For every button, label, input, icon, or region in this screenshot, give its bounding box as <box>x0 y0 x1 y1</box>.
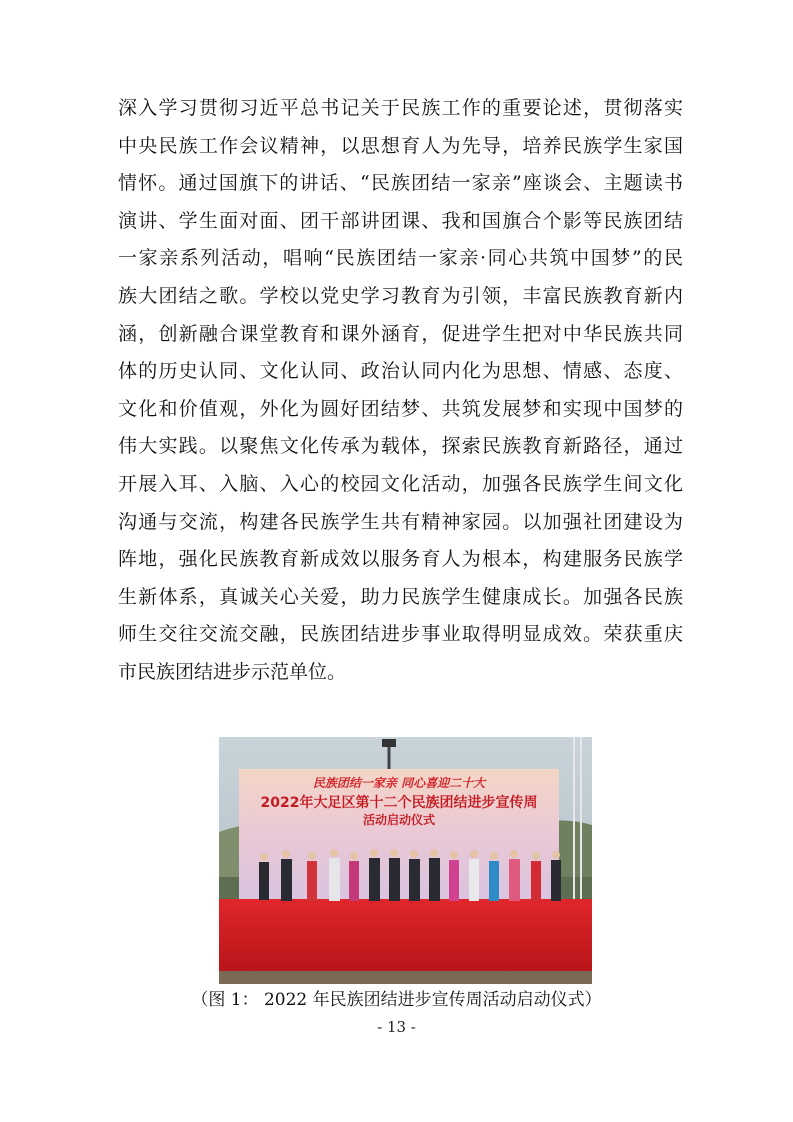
event-photo <box>219 737 592 984</box>
text-line: 情怀。通过国旗下的讲话、“民族团结一家亲”座谈会、主题读书 <box>118 172 683 195</box>
text-line: 族大团结之歌。学校以党史学习教育为引领，丰富民族教育新内 <box>118 284 683 307</box>
text-line: 市民族团结进步示范单位。 <box>118 660 347 683</box>
page-number: - 13 - <box>377 1018 416 1036</box>
text-line: 涵，创新融合课堂教育和课外涵育，促进学生把对中华民族共同 <box>118 322 683 345</box>
text-line: 中央民族工作会议精神，以思想育人为先导，培养民族学生家国 <box>118 134 683 157</box>
text-line: 深入学习贯彻习近平总书记关于民族工作的重要论述，贯彻落实 <box>118 97 683 119</box>
text-line: 师生交往交流交融，民族团结进步事业取得明显成效。荣获重庆 <box>118 623 683 646</box>
banner-line-2: 2022年大足区第十二个民族团结进步宣传周 <box>260 795 538 811</box>
text-line: 沟通与交流，构建各民族学生共有精神家园。以加强社团建设为 <box>118 510 683 533</box>
body-paragraph <box>118 90 683 692</box>
text-line: 一家亲系列活动，唱响“民族团结一家亲·同心共筑中国梦”的民 <box>118 247 683 270</box>
photo-illustration <box>219 737 592 984</box>
text-line: 体的历史认同、文化认同、政治认同内化为思想、情感、态度、 <box>118 360 683 383</box>
text-line: 阵地，强化民族教育新成效以服务育人为根本，构建服务民族学 <box>118 548 683 571</box>
text-line: 演讲、学生面对面、团干部讲团课、我和国旗合个影等民族团结 <box>118 209 683 232</box>
text-line: 生新体系，真诚关心关爱，助力民族学生健康成长。加强各民族 <box>118 585 683 608</box>
text-line: 伟大实践。以聚焦文化传承为载体，探索民族教育新路径，通过 <box>118 435 683 458</box>
text-line: 开展入耳、入脑、入心的校园文化活动，加强各民族学生间文化 <box>118 472 683 495</box>
banner-line-1: 民族团结一家亲 同心喜迎二十大 <box>312 776 486 790</box>
text-line: 文化和价值观，外化为圆好团结梦、共筑发展梦和实现中国梦的 <box>118 397 683 420</box>
banner-line-3: 活动启动仪式 <box>362 813 436 827</box>
figure-caption: （图 1： 2022 年民族团结进步宣传周活动启动仪式） <box>191 990 602 1010</box>
